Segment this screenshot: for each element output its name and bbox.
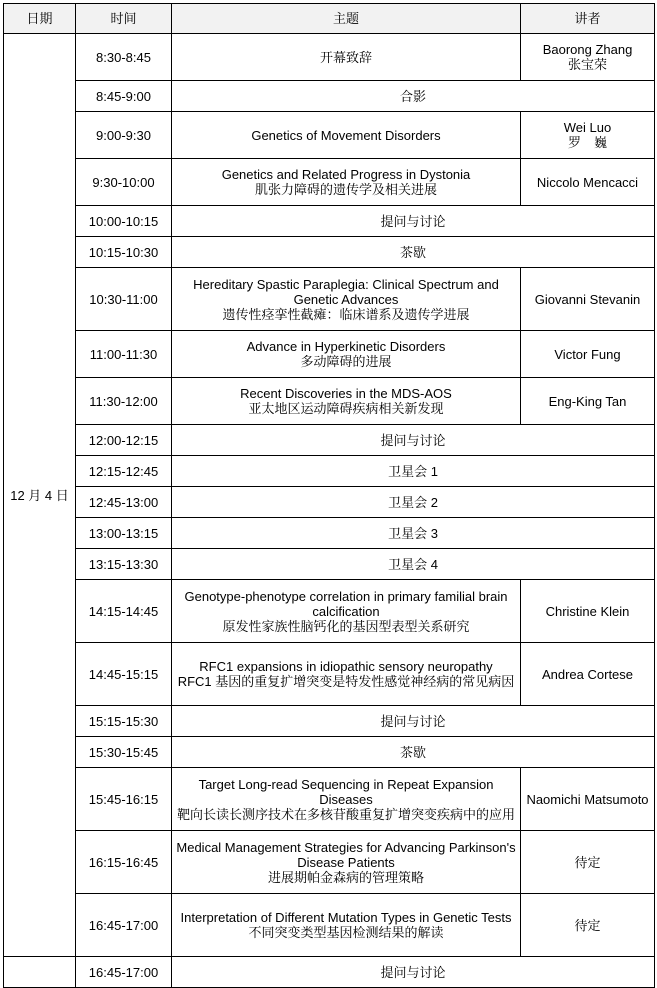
table-row [4, 34, 655, 81]
topic-line: Advance in Hyperkinetic Disorders [246, 339, 446, 354]
table-row [4, 580, 655, 643]
topic-line: 卫星会 3 [388, 525, 438, 541]
speaker-cell [521, 643, 655, 706]
table-row [4, 518, 655, 549]
time-cell: 10:30-11:00 [76, 268, 172, 331]
time-cell: 9:30-10:00 [76, 159, 172, 206]
date-cell: 12 月 4 日 [4, 34, 76, 957]
topic-cell [172, 706, 655, 737]
speaker-line: Andrea Cortese [541, 666, 634, 682]
table-header [4, 4, 655, 34]
topic-cell [172, 643, 521, 706]
topic-line: Interpretation of Different Mutation Types in Genetic Tests [180, 910, 512, 925]
topic-line: 肌张力障碍的遗传学及相关进展 [254, 182, 437, 197]
speaker-cell [521, 580, 655, 643]
table-row [4, 112, 655, 159]
topic-line: Hereditary Spastic Paraplegia: Clinical Spectrum and Genetic Advances [193, 276, 499, 307]
speaker-cell [521, 159, 655, 206]
topic-cell [172, 831, 521, 894]
time-cell: 15:30-15:45 [76, 737, 172, 768]
topic-line: 茶歇 [399, 744, 426, 760]
schedule-table [3, 3, 655, 988]
speaker-cell [521, 894, 655, 957]
topic-line: Genetics of Movement Disorders [251, 127, 441, 143]
speaker-line: 待定 [574, 854, 601, 870]
topic-cell [172, 580, 521, 643]
time-cell: 15:15-15:30 [76, 706, 172, 737]
topic-cell [172, 81, 655, 112]
header-topic: 主题 [172, 4, 521, 34]
topic-line: 提问与讨论 [380, 213, 446, 229]
topic-line: Target Long-read Sequencing in Repeat Expansion Diseases [198, 776, 494, 807]
time-cell: 12:15-12:45 [76, 456, 172, 487]
time-cell: 14:45-15:15 [76, 643, 172, 706]
time-cell: 8:45-9:00 [76, 81, 172, 112]
time-cell: 16:15-16:45 [76, 831, 172, 894]
speaker-line: Giovanni Stevanin [534, 291, 641, 307]
table-body [4, 34, 655, 988]
speaker-line: Wei Luo [563, 120, 612, 135]
topic-line: 靶向长读长测序技术在多核苷酸重复扩增突变疾病中的应用 [176, 806, 515, 822]
topic-line: RFC1 基因的重复扩增突变是特发性感觉神经病的常见病因 [177, 674, 515, 689]
topic-cell [172, 331, 521, 378]
topic-line: Genotype-phenotype correlation in primary familial brain calcification [184, 588, 508, 619]
topic-cell [172, 112, 521, 159]
table-row [4, 831, 655, 894]
topic-line: 卫星会 2 [388, 494, 438, 510]
time-cell: 12:45-13:00 [76, 487, 172, 518]
topic-line: 多动障碍的进展 [300, 354, 392, 369]
time-cell: 16:45-17:00 [76, 957, 172, 988]
table-row [4, 487, 655, 518]
topic-line: 不同突变类型基因检测结果的解读 [248, 925, 444, 940]
table-row [4, 331, 655, 378]
topic-cell [172, 268, 521, 331]
table-row [4, 425, 655, 456]
table-row [4, 159, 655, 206]
time-cell: 11:00-11:30 [76, 331, 172, 378]
header-speaker: 讲者 [521, 4, 655, 34]
speaker-cell [521, 268, 655, 331]
time-cell: 11:30-12:00 [76, 378, 172, 425]
speaker-line: Victor Fung [554, 346, 621, 362]
topic-cell [172, 425, 655, 456]
topic-line: 亚太地区运动障碍疾病相关新发现 [248, 401, 444, 416]
topic-cell [172, 957, 655, 988]
speaker-line: Baorong Zhang [542, 42, 633, 57]
speaker-line: 待定 [574, 917, 601, 933]
time-cell: 10:00-10:15 [76, 206, 172, 237]
topic-line: 提问与讨论 [380, 432, 446, 448]
table-row [4, 237, 655, 268]
speaker-line: 张宝荣 [567, 57, 607, 72]
table-row [4, 549, 655, 580]
header-date: 日期 [4, 4, 76, 34]
topic-cell [172, 34, 521, 81]
topic-line: 提问与讨论 [380, 713, 446, 729]
speaker-cell [521, 34, 655, 81]
topic-line: 茶歇 [399, 244, 426, 260]
table-row [4, 737, 655, 768]
time-cell: 14:15-14:45 [76, 580, 172, 643]
topic-cell [172, 894, 521, 957]
speaker-line: 罗 巍 [567, 135, 607, 150]
topic-cell [172, 518, 655, 549]
topic-line: 卫星会 1 [388, 463, 438, 479]
time-cell: 12:00-12:15 [76, 425, 172, 456]
table-row [4, 768, 655, 831]
table-row [4, 706, 655, 737]
time-cell: 15:45-16:15 [76, 768, 172, 831]
table-row [4, 643, 655, 706]
topic-line: Medical Management Strategies for Advancing Parkinson's Disease Patients [176, 839, 516, 870]
topic-cell [172, 206, 655, 237]
speaker-cell [521, 112, 655, 159]
table-row [4, 894, 655, 957]
topic-cell [172, 237, 655, 268]
topic-line: 遗传性痉挛性截瘫：临床谱系及遗传学进展 [222, 306, 470, 322]
time-cell: 13:00-13:15 [76, 518, 172, 549]
topic-line: RFC1 expansions in idiopathic sensory neuropathy [199, 659, 493, 674]
speaker-cell [521, 768, 655, 831]
topic-cell [172, 549, 655, 580]
topic-line: 提问与讨论 [380, 964, 446, 980]
table-row [4, 378, 655, 425]
speaker-cell [521, 831, 655, 894]
time-cell: 10:15-10:30 [76, 237, 172, 268]
table-row [4, 81, 655, 112]
date-cell [4, 957, 76, 988]
topic-cell [172, 768, 521, 831]
topic-line: 卫星会 4 [388, 556, 438, 572]
header-row [4, 4, 655, 34]
topic-line: 合影 [399, 88, 426, 104]
time-cell: 9:00-9:30 [76, 112, 172, 159]
speaker-line: Eng-King Tan [548, 393, 627, 409]
topic-cell [172, 378, 521, 425]
speaker-line: Christine Klein [545, 603, 630, 619]
speaker-line: Niccolo Mencacci [536, 174, 639, 190]
time-cell: 16:45-17:00 [76, 894, 172, 957]
speaker-cell [521, 331, 655, 378]
topic-cell [172, 456, 655, 487]
topic-cell [172, 737, 655, 768]
topic-line: 原发性家族性脑钙化的基因型表型关系研究 [222, 618, 470, 634]
table-row [4, 456, 655, 487]
time-cell: 13:15-13:30 [76, 549, 172, 580]
speaker-cell [521, 378, 655, 425]
topic-cell [172, 159, 521, 206]
topic-line: Genetics and Related Progress in Dystonia [221, 167, 471, 182]
header-time: 时间 [76, 4, 172, 34]
table-row [4, 206, 655, 237]
speaker-line: Naomichi Matsumoto [526, 791, 649, 807]
table-row [4, 268, 655, 331]
time-cell: 8:30-8:45 [76, 34, 172, 81]
table-row [4, 957, 655, 988]
topic-cell [172, 487, 655, 518]
topic-line: Recent Discoveries in the MDS-AOS [240, 386, 452, 401]
topic-line: 进展期帕金森病的管理策略 [267, 869, 424, 885]
topic-line: 开幕致辞 [319, 49, 372, 65]
